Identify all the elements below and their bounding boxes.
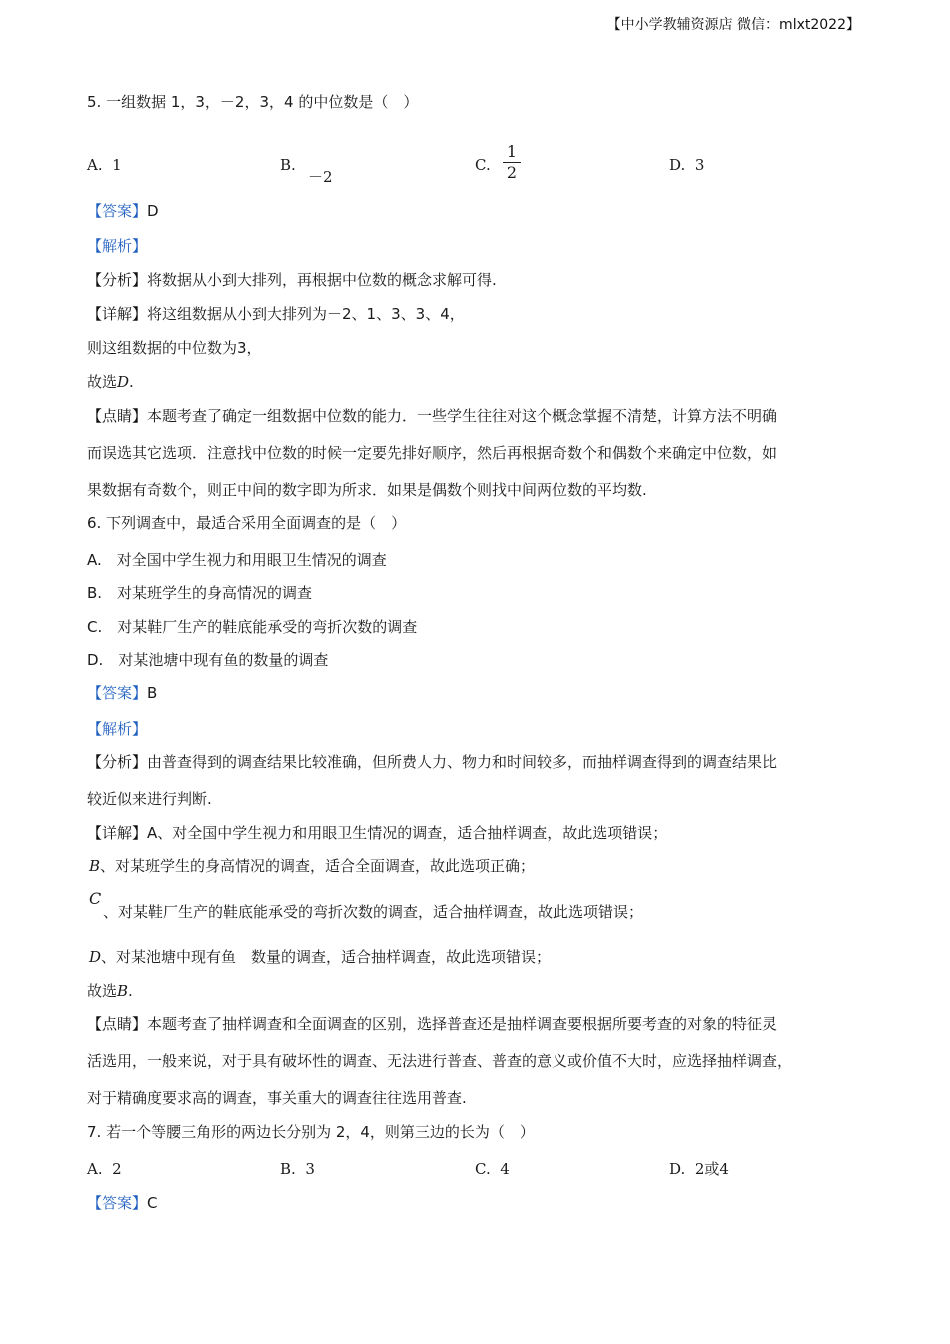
q5-option-b-value: －2: [308, 168, 333, 186]
q5-option-c-fraction: 1 2: [503, 143, 521, 182]
q7-option-d: D. 2或4: [669, 1160, 729, 1178]
q7-option-b: B. 3: [280, 1160, 315, 1178]
q5-fenxi: 【分析】将数据从小到大排列，再根据中位数的概念求解可得.: [87, 271, 497, 289]
q5-option-a: A. 1: [87, 156, 122, 174]
q5-answer: 【答案】D: [87, 202, 159, 220]
q5-option-b-label: B.: [280, 156, 296, 174]
q5-analysis-tag: 【解析】: [87, 237, 148, 255]
q6-xiangjie-c-letter: C: [89, 889, 102, 908]
page-header: 【中小学教辅资源店 微信：mlxt2022】: [606, 17, 860, 33]
q6-xiangjie-a: 【详解】A、对全国中学生视力和用眼卫生情况的调查，适合抽样调查，故此选项错误；: [87, 824, 668, 842]
q6-fenxi-2: 较近似来进行判断.: [87, 790, 212, 808]
q6-choose-line: 故选B.: [87, 982, 133, 1000]
q5-median-line: 则这组数据的中位数为3，: [87, 339, 262, 357]
q6-answer: 【答案】B: [87, 684, 158, 702]
q7-stem: 7. 若一个等腰三角形的两边长分别为 2，4，则第三边的长为（ ）: [87, 1123, 535, 1141]
q6-analysis-tag: 【解析】: [87, 720, 148, 738]
q5-dianjing-1: 【点睛】本题考查了确定一组数据中位数的能力．一些学生往往对这个概念掌握不清楚，计算方法不明确: [87, 407, 778, 425]
q6-dianjing-2: 活选用，一般来说，对于具有破坏性的调查、无法进行普查、普查的意义或价值不大时，应选择抽样调查，: [87, 1052, 793, 1070]
q5-option-c-label: C.: [475, 156, 491, 174]
q6-xiangjie-d: D、对某池塘中现有鱼 数量的调查，适合抽样调查，故此选项错误；: [89, 948, 552, 966]
q6-option-a: A. 对全国中学生视力和用眼卫生情况的调查: [87, 551, 387, 569]
q5-option-d: D. 3: [669, 156, 705, 174]
q6-stem: 6. 下列调查中，最适合采用全面调查的是（ ）: [87, 514, 407, 532]
q5-stem: 5. 一组数据 1，3，－2，3，4 的中位数是（ ）: [87, 93, 419, 111]
q7-option-a: A. 2: [87, 1160, 122, 1178]
q6-option-d: D. 对某池塘中现有鱼的数量的调查: [87, 651, 329, 669]
q6-xiangjie-c: 、对某鞋厂生产的鞋底能承受的弯折次数的调查，适合抽样调查，故此选项错误；: [103, 903, 644, 921]
q6-option-c: C. 对某鞋厂生产的鞋底能承受的弯折次数的调查: [87, 618, 418, 636]
q5-choose-line: 故选D.: [87, 373, 134, 391]
q6-fenxi-1: 【分析】由普查得到的调查结果比较准确，但所费人力、物力和时间较多，而抽样调查得到的调查结果比: [87, 753, 778, 771]
q5-xiangjie: 【详解】将这组数据从小到大排列为－2、1、3、3、4，: [87, 305, 465, 323]
q5-dianjing-2: 而误选其它选项．注意找中位数的时候一定要先排好顺序，然后再根据奇数个和偶数个来确定中位数，如: [87, 444, 778, 462]
q6-dianjing-1: 【点睛】本题考查了抽样调查和全面调查的区别，选择普查还是抽样调查要根据所要考查的对象的特征灵: [87, 1015, 778, 1033]
q6-option-b: B. 对某班学生的身高情况的调查: [87, 584, 313, 602]
q6-xiangjie-b: B、对某班学生的身高情况的调查，适合全面调查，故此选项正确；: [89, 857, 536, 875]
q6-dianjing-3: 对于精确度要求高的调查，事关重大的调查往往选用普查.: [87, 1089, 467, 1107]
q5-dianjing-3: 果数据有奇数个，则正中间的数字即为所求．如果是偶数个则找中间两位数的平均数.: [87, 481, 647, 499]
q7-option-c: C. 4: [475, 1160, 510, 1178]
q7-answer: 【答案】C: [87, 1194, 158, 1212]
